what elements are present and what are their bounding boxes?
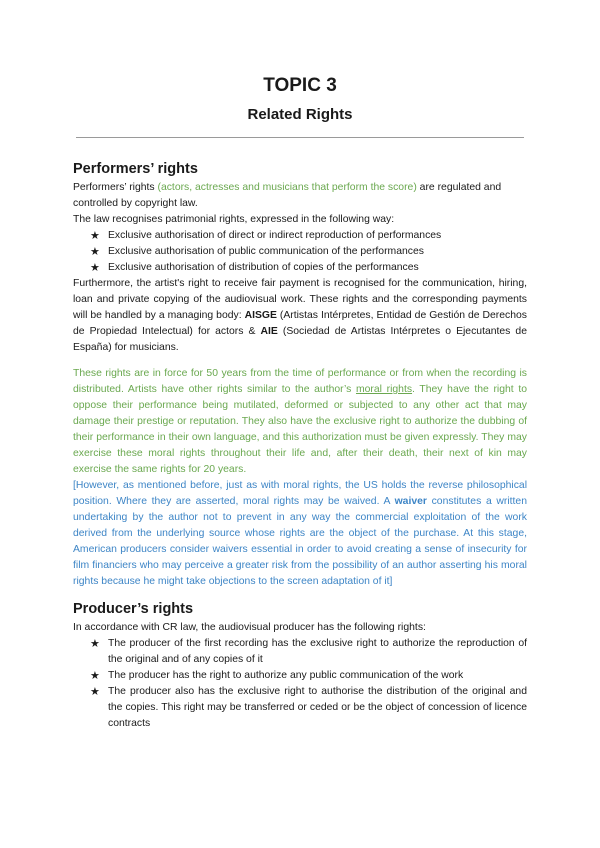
performers-rights-list [73, 228, 527, 276]
star-bullet-icon: ★ [90, 670, 100, 682]
list-item-text: The producer of the first recording has the exclusive right to authorize the reproduction of the original and of any copies of it [108, 638, 527, 665]
moral-rights-paragraph [73, 366, 527, 478]
producers-section [73, 598, 527, 732]
paragraph-text: Furthermore, the artist's right to receive fair payment is recognised for the communication, hiring, loan and private copying of the audiovisual work. These rights and the corresponding payments will be handled by a managing body: [73, 278, 527, 321]
page-subtitle: Related Rights [247, 106, 353, 123]
paragraph-text: (Sociedad de Artistas Intérpretes o Ejecutantes de España) for musicians. [73, 326, 527, 353]
list-item-text: Exclusive authorisation of distribution of copies of the performances [108, 262, 419, 273]
star-bullet-icon: ★ [90, 262, 100, 274]
list-item [90, 668, 527, 684]
list-item-text: The producer also has the exclusive right to authorise the distribution of the original and the copies. This right may be transferred or ceded or be the object of concession of licence contracts [108, 686, 527, 729]
title-divider [76, 137, 524, 138]
list-item [90, 244, 527, 260]
paragraph-text: (Artistas Intérpretes, Entidad de Gestión de Derechos de Propiedad Intelectual) for actors & [73, 310, 527, 337]
page-title: TOPIC 3 [263, 75, 337, 96]
producers-intro: In accordance with CR law, the audiovisual producer has the following rights: [73, 622, 426, 633]
performers-heading: Performers’ rights [73, 161, 198, 177]
list-item-text: Exclusive authorisation of direct or indirect reproduction of performances [108, 230, 442, 241]
intro-text-a: Performers’ rights [73, 182, 158, 193]
paragraph-text: [However, as mentioned before, just as with moral rights, the US holds the reverse philosophical position. Where they are asserted, moral rights may be waived. A [73, 480, 527, 507]
document-body [73, 158, 527, 732]
fair-payment-paragraph [73, 276, 527, 356]
star-bullet-icon: ★ [90, 246, 100, 258]
performers-intro [73, 180, 527, 212]
star-bullet-icon: ★ [90, 230, 100, 242]
list-item-text: Exclusive authorisation of public communication of the performances [108, 246, 424, 257]
list-item-text: The producer has the right to authorize any public communication of the work [108, 670, 464, 681]
paragraph-text: These rights are in force for 50 years from the time of performance or from when the recording is distributed. Artists have other rights similar to the author’s [73, 368, 527, 395]
aisge-term: AISGE [244, 310, 277, 321]
paragraph-text: constitutes a written undertaking by the author not to prevent in any way the commercial exploitation of the work derived from the underlying source whose rights are the object of the purchase. At this stage, American producers consider waivers essential in order to avoid creating a sense of insecurity for film financiers who may perceive a greater risk from the possibility of an author asserting his moral rights because he might take objections to the screen adaptation of it] [73, 496, 527, 587]
moral-rights-link: moral rights [355, 384, 413, 395]
waiver-term: waiver [394, 496, 427, 507]
list-item [90, 636, 527, 668]
producers-rights-list [73, 636, 527, 732]
list-item [90, 228, 527, 244]
producers-heading: Producer’s rights [73, 601, 194, 617]
star-bullet-icon: ★ [90, 638, 100, 650]
intro-text-c: are regulated and controlled by copyright law. [73, 182, 502, 209]
list-item [90, 684, 527, 732]
us-waiver-paragraph [73, 478, 527, 590]
intro-parenthetical: (actors, actresses and musicians that perform the score) [157, 182, 417, 193]
performers-section [73, 158, 527, 590]
star-bullet-icon: ★ [90, 686, 100, 698]
list-item [90, 260, 527, 276]
aie-term: AIE [260, 326, 278, 337]
patrimonial-rights-line: The law recognises patrimonial rights, expressed in the following way: [73, 214, 395, 225]
paragraph-text: . They have the right to oppose their performance being mutilated, deformed or subjected to any other act that may damage their prestige or reputation. They also have the exclusive right to authorize the dubbing of their performance in their own language, and this authorization must be given expressly. They may exercise these moral rights throughout their life and, after their death, their next of kin may exercise the same rights for 20 years. [73, 384, 528, 475]
